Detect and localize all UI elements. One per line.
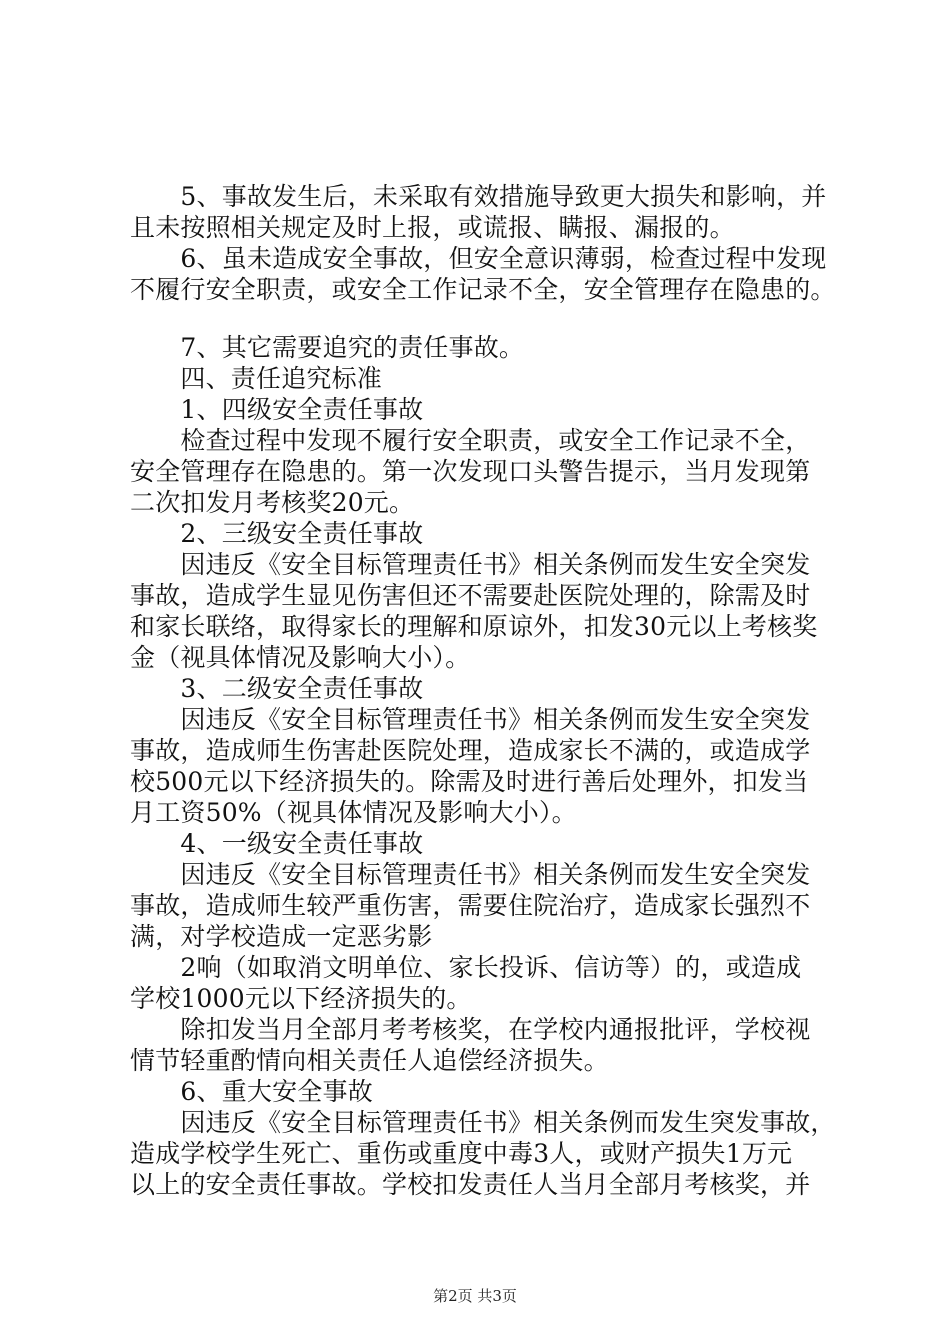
text-line: 校500元以下经济损失的。除需及时进行善后处理外，扣发当 [130,767,809,796]
text-line: 2响（如取消文明单位、家长投诉、信访等）的，或造成 [130,953,802,982]
text-line: 金（视具体情况及影响大小）。 [130,643,471,672]
text-line: 7、其它需要追究的责任事故。 [130,333,525,362]
text-line: 检查过程中发现不履行安全职责，或安全工作记录不全， [130,426,811,455]
text-line: 除扣发当月全部月考考核奖，在学校内通报批评，学校视 [130,1015,811,1044]
text-line: 因违反《安全目标管理责任书》相关条例而发生安全突发 [130,860,811,889]
subsection-heading: 4、一级安全责任事故 [130,829,424,858]
text-line: 以上的安全责任事故。学校扣发责任人当月全部月考核奖，并 [130,1170,811,1199]
text-line: 5、事故发生后，未采取有效措施导致更大损失和影响，并 [130,182,827,211]
text-line: 且未按照相关规定及时上报，或谎报、瞒报、漏报的。 [130,213,735,242]
subsection-heading: 3、二级安全责任事故 [130,674,424,703]
text-line: 6、虽未造成安全事故，但安全意识薄弱，检查过程中发现 [130,244,827,273]
text-line: 因违反《安全目标管理责任书》相关条例而发生安全突发 [130,550,811,579]
text-line: 事故，造成师生伤害赴医院处理，造成家长不满的，或造成学 [130,736,811,765]
subsection-heading: 2、三级安全责任事故 [130,519,424,548]
text-line: 情节轻重酌情向相关责任人追偿经济损失。 [130,1046,609,1075]
text-line: 满，对学校造成一定恶劣影 [130,922,433,951]
page-number-footer: 第2页 共3页 [433,1287,517,1305]
text-line: 造成学校学生死亡、重伤或重度中毒3人，或财产损失1万元 [130,1139,793,1168]
text-line: 事故，造成师生较严重伤害，需要住院治疗，造成家长强烈不 [130,891,811,920]
text-line: 和家长联络，取得家长的理解和原谅外，扣发30元以上考核奖 [130,612,818,641]
subsection-heading: 6、重大安全事故 [130,1077,373,1106]
text-line: 学校1000元以下经济损失的。 [130,984,472,1013]
text-line: 二次扣发月考核奖20元。 [130,488,415,517]
section-heading: 四、责任追究标准 [130,364,383,393]
text-line: 事故，造成学生显见伤害但还不需要赴医院处理的，除需及时 [130,581,811,610]
text-line: 安全管理存在隐患的。第一次发现口头警告提示，当月发现第 [130,457,811,486]
text-line: 因违反《安全目标管理责任书》相关条例而发生突发事故， [130,1108,836,1137]
text-line: 不履行安全职责，或安全工作记录不全，安全管理存在隐患的。 [130,275,836,304]
text-line: 月工资50%（视具体情况及影响大小）。 [130,798,577,827]
text-line: 因违反《安全目标管理责任书》相关条例而发生安全突发 [130,705,811,734]
subsection-heading: 1、四级安全责任事故 [130,395,424,424]
